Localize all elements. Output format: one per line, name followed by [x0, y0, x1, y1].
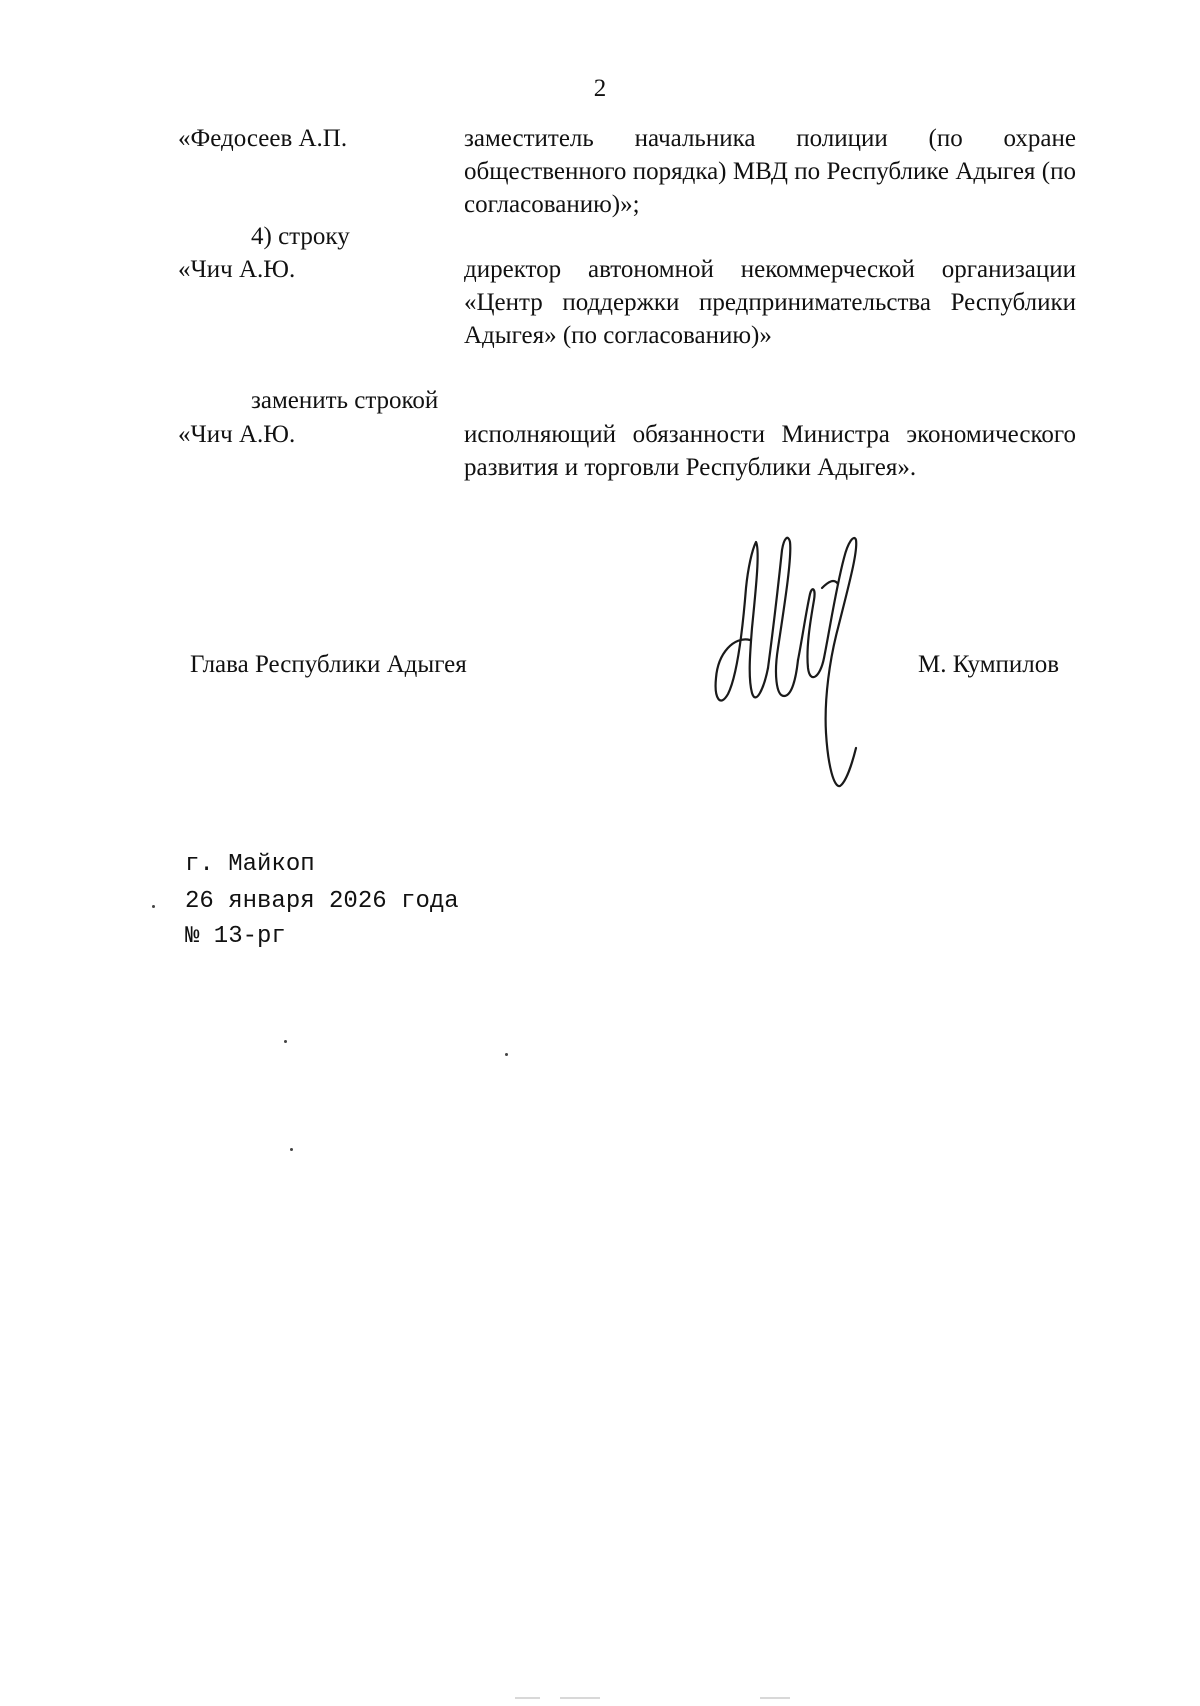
scan-speck	[152, 905, 155, 908]
handwritten-signature	[712, 528, 882, 798]
scan-speck	[284, 1040, 287, 1043]
instruction-item-4: 4) строку	[251, 223, 350, 250]
scan-edge-artifact	[0, 1696, 1200, 1700]
entry-name-chich-new: «Чич А.Ю.	[178, 421, 296, 448]
place-of-signing: г. Майкоп	[185, 851, 315, 878]
signatory-name: М. Кумпилов	[918, 651, 1060, 678]
signatory-title: Глава Республики Адыгея	[190, 651, 467, 678]
entry-position-fedoseev: заместитель начальника полиции (по охране общественного порядка) МВД по Республике Адыгея (по согласованию)»;	[464, 125, 1076, 218]
entry-name-chich-old: «Чич А.Ю.	[178, 256, 296, 283]
entry-name-fedoseev: «Федосеев А.П.	[178, 125, 348, 152]
signing-date: 26 января 2026 года	[185, 888, 459, 915]
document-number: № 13-рг	[185, 923, 286, 950]
entry-position-chich-new: исполняющий обязанности Министра экономического развития и торговли Республики Адыгея».	[464, 421, 1076, 481]
replace-instruction: заменить строкой	[251, 387, 439, 414]
scan-speck	[505, 1053, 508, 1056]
scan-speck	[290, 1148, 293, 1151]
entry-position-chich-old: директор автономной некоммерческой организации «Центр поддержки предпринимательства Республики Адыгея» (по согласованию)»	[464, 256, 1076, 349]
page-number: 2	[593, 75, 607, 102]
